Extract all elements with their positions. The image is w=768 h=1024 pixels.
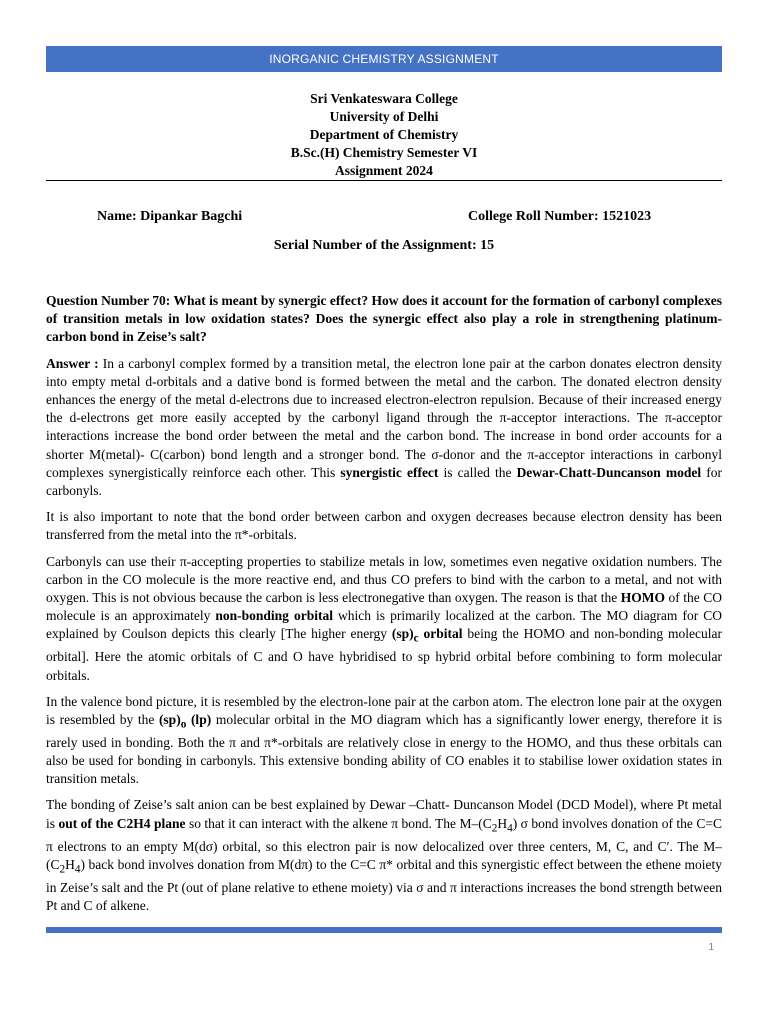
subscript: 2 — [59, 863, 66, 876]
bold-term: HOMO — [620, 590, 665, 606]
answer-paragraph-4 — [46, 693, 722, 789]
roll-number: College Roll Number: 1521023 — [468, 209, 652, 224]
text-run: molecular orbital in the MO diagram which has a significantly lower energy, therefore it is rarely used in bonding. Both the π and π*-orbitals are relatively close in energy to the HOMO, and thus these orbitals can also be used for bonding in carbonyls. This extensive bonding ability of CO enables it to stabilise lower oxidation states in transition metals. — [46, 711, 722, 787]
bold-term: orbital — [418, 626, 463, 642]
answer-paragraph-3 — [46, 553, 722, 685]
subscript: 4 — [74, 863, 81, 876]
bold-term: synergistic effect — [340, 464, 439, 480]
header-divider — [46, 180, 722, 181]
bold-term: (sp) — [158, 711, 181, 727]
text-run: The bonding of Zeise’s salt anion can be best explained by Dewar –Chatt- Duncanson Model (DCD Model), where Pt metal is — [46, 797, 722, 831]
page-number: 1 — [708, 942, 714, 953]
text-run: being the HOMO and non-bonding molecular orbital]. Here the atomic orbitals of C and O have hybridised to sp hybrid orbital before combining to form molecular orbitals. — [46, 626, 723, 683]
university-name: University of Delhi — [329, 109, 439, 124]
document-header — [46, 90, 722, 180]
text-run: In the valence bond picture, it is resembled by the electron-lone pair at the carbon atom. The electron lone pair at the oxygen is resembled by the — [46, 693, 722, 727]
department-name: Department of Chemistry — [309, 127, 459, 142]
answer-paragraph-2: It is also important to note that the bond order between carbon and oxygen decreases because electron density has been transferred from the metal into the π*-orbitals. — [46, 509, 722, 543]
answer-paragraph-5 — [46, 796, 722, 915]
subscript: c — [413, 633, 419, 646]
assignment-banner: INORGANIC CHEMISTRY ASSIGNMENT — [46, 46, 722, 72]
course-name: B.Sc.(H) Chemistry Semester VI — [290, 145, 478, 160]
bold-term: (sp) — [391, 626, 414, 642]
answer-label: Answer : — [46, 355, 99, 371]
serial-number: Serial Number of the Assignment: 15 — [273, 238, 495, 253]
subscript: 2 — [491, 822, 498, 835]
document-body — [46, 292, 722, 923]
bold-term: Dewar-Chatt-Duncanson model — [516, 464, 702, 480]
text-run: is called the — [438, 464, 517, 480]
text-run: H — [65, 856, 75, 872]
assignment-year: Assignment 2024 — [335, 163, 433, 178]
text-run: ) back bond involves donation from M(dπ) to the C=C π* orbital and this synergistic effect between the ethene moiety in Zeise’s salt and the Pt (out of plane relative to ethene moiety) via σ and π interactions increases the bond strength between Pt and C of alkene. — [46, 856, 722, 913]
text-run: In a carbonyl complex formed by a transition metal, the electron lone pair at the carbon donates electron density into empty metal d-orbitals and a dative bond is formed between the metal and the carbon. The donated electron density enhances the energy of the metal d-electrons due to increased electron-electron repulsion. Because of their increased energy the d-electrons get more easily accepted by the carbonyl ligand through the π-acceptor interactions. The π-acceptor interactions increase the bond order between the metal and the carbon bond. The increase in bond order accounts for a shorter M(metal)- C(carbon) bond length and a stronger bond. The σ-donor and the π-acceptor interactions in carbonyl complexes synergistically reinforce each other. This — [46, 355, 722, 480]
text-run: H — [497, 815, 508, 831]
bold-term: (lp) — [186, 711, 212, 727]
text-run: which is primarily localized at the carbon. The MO diagram for CO explained by Coulson depicts this clearly [The higher energy — [46, 608, 723, 642]
text-run: so that it can interact with the alkene π bond. The M–(C — [185, 815, 492, 831]
subscript: o — [180, 718, 187, 731]
footer-bar — [46, 927, 722, 933]
text-run: ) σ bond involves donation of the C=C π electrons to an empty M(dσ) orbital, so this electron pair is now delocalized over three centers, M, C, and C′. The M–(C — [46, 815, 722, 872]
text-run: Carbonyls can use their π-accepting properties to stabilize metals in low, sometimes even negative oxidation numbers. The carbon in the CO molecule is the more reactive end, and thus CO prefers to bind with the carbon to a metal, and not with oxygen. This is not obvious because the carbon is less electronegative than oxygen. The reason is that the — [46, 553, 722, 606]
college-name: Sri Venkateswara College — [310, 91, 458, 106]
bold-term: out of the C2H4 plane — [58, 815, 186, 831]
answer-paragraph-1 — [46, 355, 722, 501]
text-run: for carbonyls. — [46, 464, 722, 499]
bold-term: non-bonding orbital — [215, 608, 333, 624]
text-run: of the CO molecule is an approximately — [46, 590, 722, 624]
subscript: 4 — [507, 822, 513, 835]
student-name: Name: Dipankar Bagchi — [97, 209, 243, 224]
question-text: Question Number 70: What is meant by synergic effect? How does it account for the formation of carbonyl complexes of transition metals in low oxidation states? Does the synergic effect also play a role in strengthening platinum-carbon bond in Zeise’s salt? — [46, 293, 722, 345]
